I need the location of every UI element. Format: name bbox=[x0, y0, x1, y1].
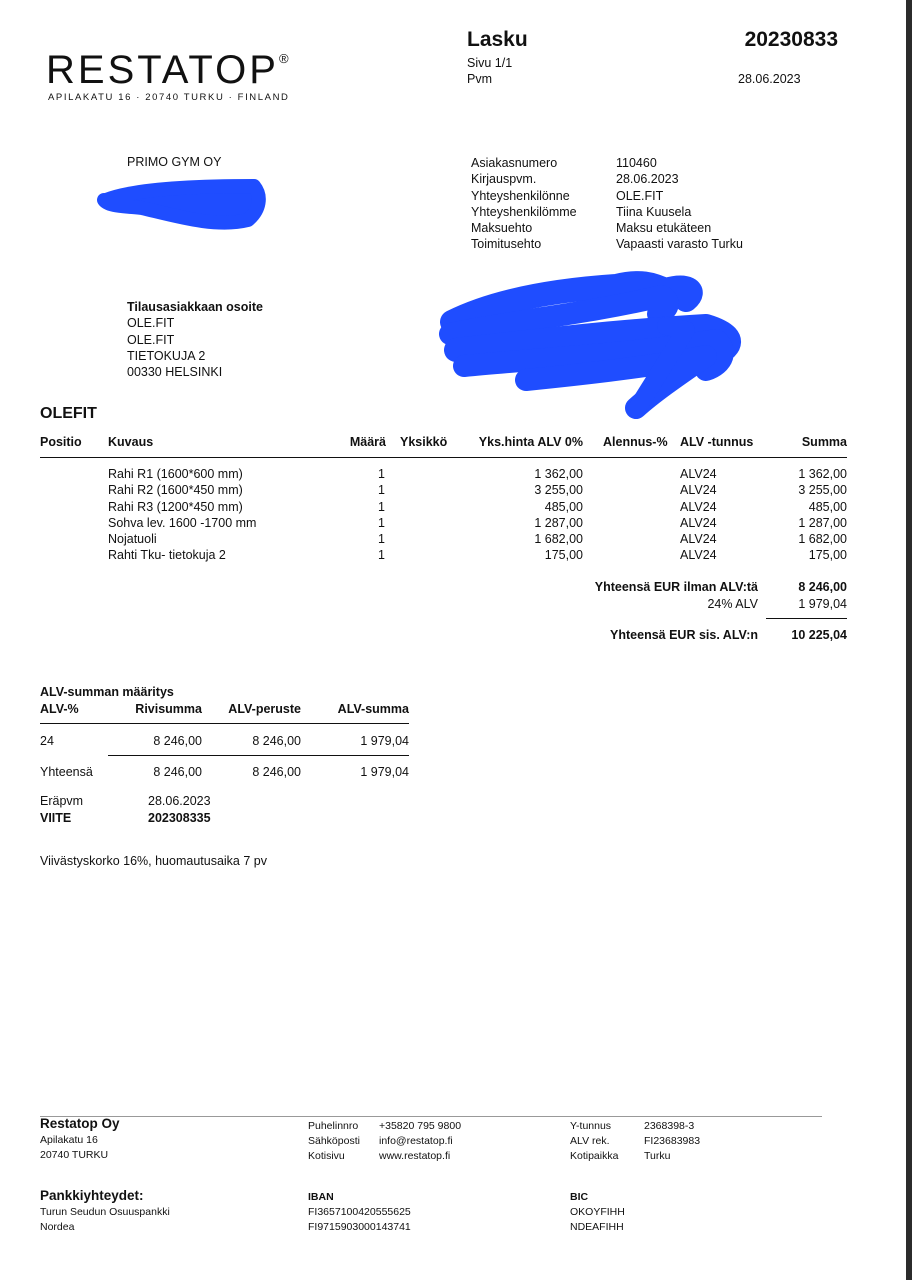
logo-address: APILAKATU 16 · 20740 TURKU · FINLAND bbox=[48, 92, 290, 103]
table-row: Rahi R3 (1200*450 mm) 1 485,00 ALV24 485,00 bbox=[108, 499, 847, 514]
redaction-scribble bbox=[96, 176, 266, 238]
vat-summary-amount: 1 979,04 bbox=[360, 734, 409, 748]
vat-summary-title: ALV-summan määritys bbox=[40, 685, 174, 699]
company-logo: RESTATOP® bbox=[46, 48, 289, 92]
col-header-unit-price: Yks.hinta ALV 0% bbox=[478, 435, 583, 449]
document-title: Lasku bbox=[467, 28, 528, 51]
vat-summary-total-label: Yhteensä bbox=[40, 765, 93, 779]
footer-registry: Y-tunnus 2368398-3 ALV rek. FI23683983 Kotipaikka Turku bbox=[570, 1120, 701, 1162]
customer-name: PRIMO GYM OY bbox=[127, 155, 222, 169]
vat-summary-divider bbox=[40, 723, 409, 724]
footer-company-name: Restatop Oy bbox=[40, 1116, 120, 1131]
table-header-divider bbox=[40, 457, 847, 458]
order-address-line: OLE.FIT bbox=[127, 332, 175, 347]
footer-bic-label: BIC bbox=[570, 1191, 589, 1203]
footer-bank-heading: Pankkiyhteydet: bbox=[40, 1188, 144, 1203]
vat-summary-header-rowsum: Rivisumma bbox=[135, 702, 202, 716]
footer-bank-name: Turun Seudun Osuuspankki bbox=[40, 1206, 170, 1218]
info-row: Yhteyshenkilönne OLE.FIT bbox=[471, 188, 664, 203]
delivery-partial-left: 0 bbox=[471, 364, 478, 378]
reference-label: VIITE bbox=[40, 811, 72, 825]
info-row: Asiakasnumero 110460 bbox=[471, 156, 657, 170]
footer-bank-name: Nordea bbox=[40, 1221, 75, 1233]
redaction-scribble bbox=[436, 270, 752, 430]
order-address-heading: Tilausasiakkaan osoite bbox=[127, 300, 263, 314]
vat-summary-header-base: ALV-peruste bbox=[228, 702, 301, 716]
col-header-quantity: Määrä bbox=[349, 435, 386, 449]
footer-iban: FI3657100420555625 bbox=[308, 1206, 411, 1218]
info-row: Toimitusehto Vapaasti varasto Turku bbox=[471, 237, 743, 252]
col-header-discount: Alennus-% bbox=[603, 435, 668, 449]
col-header-description: Kuvaus bbox=[108, 435, 154, 449]
reference-number: 202308335 bbox=[148, 811, 211, 825]
table-row: Rahi R1 (1600*600 mm) 1 1 362,00 ALV24 1 362,00 bbox=[108, 467, 847, 481]
vat-summary-header-rate: ALV-% bbox=[40, 702, 79, 716]
info-row: Maksuehto Maksu etukäteen bbox=[471, 221, 712, 236]
table-row: Rahi R2 (1600*450 mm) 1 3 255,00 ALV24 3 255,00 bbox=[108, 483, 847, 498]
vat-total-label: 24% ALV bbox=[707, 597, 758, 611]
page-indicator: Sivu 1/1 bbox=[467, 56, 513, 70]
gross-total-label: Yhteensä EUR sis. ALV:n bbox=[610, 628, 758, 642]
vat-summary-rowsum: 8 246,00 bbox=[153, 734, 202, 748]
vat-summary-base: 8 246,00 bbox=[252, 734, 301, 748]
vat-summary-total-divider bbox=[108, 755, 409, 756]
footer-bic: NDEAFIHH bbox=[570, 1221, 624, 1233]
delivery-partial-right: SIN bbox=[528, 364, 549, 378]
net-total-label: Yhteensä EUR ilman ALV:tä bbox=[594, 580, 758, 594]
table-row: Sohva lev. 1600 -1700 mm 1 1 287,00 ALV24 1 287,00 bbox=[108, 515, 847, 530]
order-address bbox=[127, 299, 263, 380]
items-table-body bbox=[0, 466, 912, 564]
invoice-number: 20230833 bbox=[744, 28, 838, 51]
col-header-unit: Yksikkö bbox=[400, 435, 448, 449]
vat-summary-total-rowsum: 8 246,00 bbox=[153, 765, 202, 779]
due-date-value: 28.06.2023 bbox=[148, 794, 211, 808]
vat-summary-total-base: 8 246,00 bbox=[252, 765, 301, 779]
section-title: OLEFIT bbox=[40, 405, 97, 422]
footer-street: Apilakatu 16 bbox=[40, 1134, 98, 1146]
footer-divider bbox=[40, 1116, 822, 1117]
footer-contact: Puhelinnro +35820 795 9800 Sähköposti info@restatop.fi Kotisivu www.restatop.fi bbox=[308, 1120, 462, 1162]
col-header-position: Positio bbox=[40, 435, 82, 449]
page-edge bbox=[906, 0, 912, 1280]
table-row: Nojatuoli 1 1 682,00 ALV24 1 682,00 bbox=[108, 532, 847, 547]
date-label: Pvm bbox=[467, 72, 492, 86]
invoice-date: 28.06.2023 bbox=[738, 72, 801, 86]
info-row: Yhteyshenkilömme Tiina Kuusela bbox=[471, 204, 692, 219]
vat-total-value: 1 979,04 bbox=[798, 597, 847, 611]
late-interest-note: Viivästyskorko 16%, huomautusaika 7 pv bbox=[40, 854, 267, 868]
footer-iban: FI9715903000143741 bbox=[308, 1221, 411, 1233]
vat-summary-rate: 24 bbox=[40, 734, 54, 748]
vat-summary-header-amount: ALV-summa bbox=[337, 702, 409, 716]
footer-iban-label: IBAN bbox=[308, 1191, 334, 1203]
gross-total-value: 10 225,04 bbox=[791, 628, 847, 642]
info-row: Kirjauspvm. 28.06.2023 bbox=[471, 172, 679, 187]
invoice-info bbox=[471, 155, 801, 253]
table-row: Rahti Tku- tietokuja 2 1 175,00 ALV24 175,00 bbox=[108, 548, 847, 563]
footer-bic: OKOYFIHH bbox=[570, 1206, 625, 1218]
totals-divider bbox=[766, 618, 847, 619]
net-total-value: 8 246,00 bbox=[798, 580, 847, 594]
order-address-line: TIETOKUJA 2 bbox=[127, 348, 206, 363]
vat-summary-total-amount: 1 979,04 bbox=[360, 765, 409, 779]
order-address-line: OLE.FIT bbox=[127, 316, 175, 331]
col-header-vat-code: ALV -tunnus bbox=[680, 435, 754, 449]
order-address-line: 00330 HELSINKI bbox=[127, 365, 223, 380]
footer-city: 20740 TURKU bbox=[40, 1149, 109, 1161]
due-date-label: Eräpvm bbox=[40, 794, 84, 808]
col-header-sum: Summa bbox=[801, 435, 847, 449]
